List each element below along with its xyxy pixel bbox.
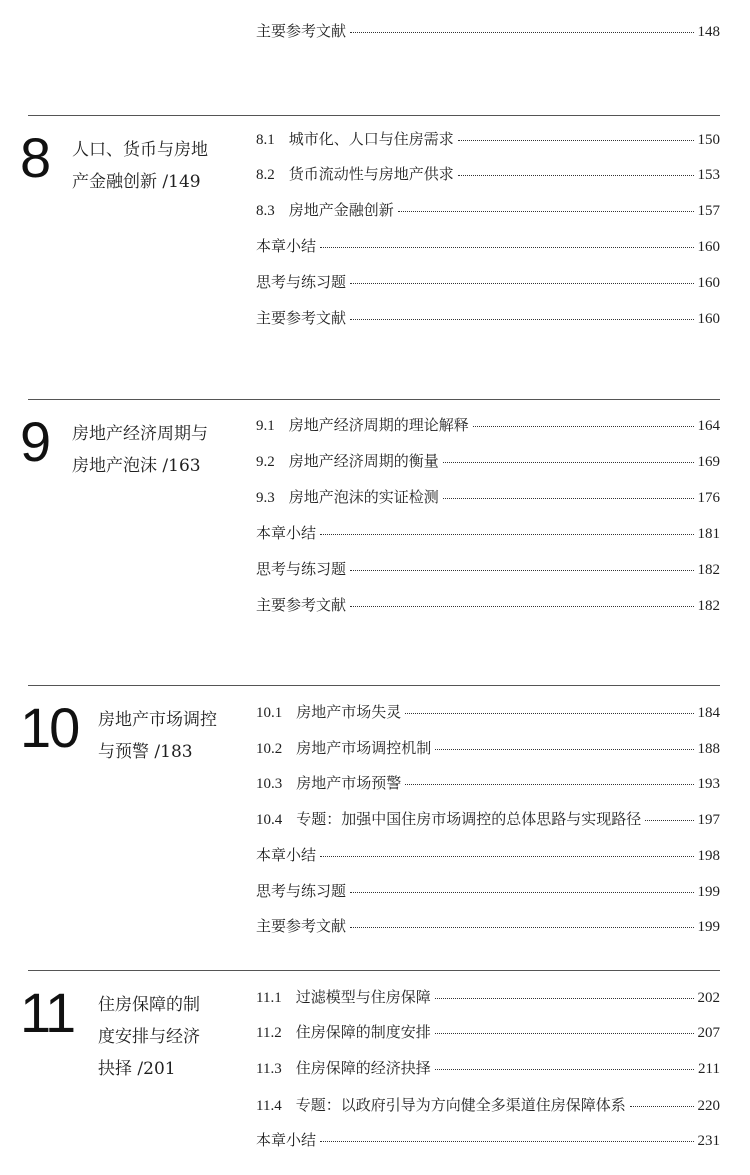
leader-dots	[320, 1141, 693, 1142]
section-number: 8.3	[256, 203, 275, 219]
entry-title: 房地产泡沫的实证检测	[288, 488, 439, 506]
leader-dots	[350, 32, 693, 33]
entry-page: 199	[697, 919, 720, 935]
chapter-title-line: 人口、货币与房地	[72, 140, 208, 160]
section-number: 8.1	[256, 132, 275, 148]
toc-entry[interactable]	[256, 914, 720, 938]
leader-dots	[350, 927, 693, 928]
entry-title: 本章小结	[256, 524, 317, 542]
toc-entry[interactable]	[256, 557, 720, 581]
entry-page: 164	[697, 418, 720, 434]
leader-dots	[473, 426, 694, 427]
chapter-divider	[28, 115, 720, 116]
toc-entry[interactable]	[256, 593, 720, 617]
leader-dots	[458, 140, 694, 141]
chapter-title-line: 房地产经济周期与	[72, 424, 208, 444]
leader-dots	[320, 534, 693, 535]
leader-dots	[435, 749, 693, 750]
section-number: 10.1	[256, 705, 283, 721]
toc-entry[interactable]	[256, 306, 720, 330]
entry-page: 182	[697, 562, 720, 578]
toc-entry[interactable]	[256, 485, 720, 509]
entry-page: 176	[697, 490, 720, 506]
leader-dots	[350, 570, 693, 571]
entry-title: 专题：加强中国住房市场调控的总体思路与实现路径	[296, 810, 642, 828]
toc-entry[interactable]	[256, 736, 720, 760]
entry-title: 房地产市场调控机制	[296, 739, 432, 757]
leader-dots	[435, 1033, 694, 1034]
entry-title: 房地产市场预警	[296, 774, 402, 792]
chapter-title-line: 住房保障的制	[98, 995, 200, 1015]
chapter-title-line: 度安排与经济	[98, 1027, 200, 1047]
entry-page: 199	[697, 884, 720, 900]
entry-title: 过滤模型与住房保障	[295, 988, 431, 1006]
section-number: 9.2	[256, 454, 275, 470]
entry-title: 主要参考文献	[256, 917, 347, 935]
entry-title: 房地产市场失灵	[296, 703, 402, 721]
leader-dots	[350, 892, 693, 893]
entry-page: 197	[697, 812, 720, 828]
section-number: 10.3	[256, 776, 283, 792]
section-number: 10.4	[256, 812, 283, 828]
entry-page: 182	[697, 598, 720, 614]
entry-page: 160	[697, 239, 720, 255]
toc-entry[interactable]	[256, 127, 720, 151]
entry-title: 住房保障的制度安排	[295, 1023, 431, 1041]
chapter-number: 9	[20, 410, 50, 473]
chapter-divider	[28, 685, 720, 686]
chapter-title-line: 产金融创新 /149	[72, 172, 201, 192]
entry-page: 160	[697, 275, 720, 291]
entry-page: 220	[697, 1098, 720, 1114]
entry-title: 主要参考文献	[256, 22, 347, 40]
entry-title: 主要参考文献	[256, 596, 347, 614]
entry-title: 房地产金融创新	[288, 201, 394, 219]
entry-title: 住房保障的经济抉择	[295, 1059, 431, 1077]
chapter-title-line: 房地产泡沫 /163	[72, 456, 201, 476]
entry-title: 房地产经济周期的衡量	[288, 452, 439, 470]
toc-entry[interactable]	[256, 843, 720, 867]
chapter-title[interactable]	[98, 989, 258, 1085]
leader-dots	[405, 713, 693, 714]
toc-entry[interactable]	[256, 879, 720, 903]
entry-page: 211	[698, 1061, 720, 1077]
toc-entry[interactable]	[256, 162, 720, 186]
leader-dots	[443, 462, 694, 463]
toc-entry[interactable]	[256, 1056, 720, 1080]
entry-page: 198	[697, 848, 720, 864]
leader-dots	[458, 175, 694, 176]
entry-title: 主要参考文献	[256, 309, 347, 327]
toc-entry[interactable]	[256, 807, 720, 831]
entry-title: 货币流动性与房地产供求	[288, 165, 454, 183]
toc-entry[interactable]	[256, 1128, 720, 1152]
toc-entry[interactable]	[256, 1020, 720, 1044]
toc-entry[interactable]	[256, 1093, 720, 1117]
section-number: 8.2	[256, 167, 275, 183]
toc-entry[interactable]	[256, 270, 720, 294]
toc-entry[interactable]	[256, 198, 720, 222]
section-number: 11.1	[256, 990, 282, 1006]
leader-dots	[645, 820, 693, 821]
toc-entry[interactable]	[256, 234, 720, 258]
section-number: 10.2	[256, 741, 283, 757]
section-number: 11.2	[256, 1025, 282, 1041]
toc-entry[interactable]	[256, 19, 720, 43]
entry-title: 思考与练习题	[256, 882, 347, 900]
entry-title: 思考与练习题	[256, 273, 347, 291]
leader-dots	[320, 247, 693, 248]
section-number: 11.3	[256, 1061, 282, 1077]
entry-page: 207	[697, 1025, 720, 1041]
entry-title: 城市化、人口与住房需求	[288, 130, 454, 148]
toc-entry[interactable]	[256, 449, 720, 473]
entry-page: 169	[697, 454, 720, 470]
chapter-title[interactable]	[72, 418, 232, 482]
chapter-title-line: 与预警 /183	[98, 742, 193, 762]
toc-entry[interactable]	[256, 985, 720, 1009]
entry-page: 193	[697, 776, 720, 792]
leader-dots	[435, 998, 694, 999]
entry-page: 153	[697, 167, 720, 183]
leader-dots	[630, 1106, 694, 1107]
leader-dots	[320, 856, 693, 857]
entry-page: 184	[697, 705, 720, 721]
entry-title: 专题：以政府引导为方向健全多渠道住房保障体系	[295, 1096, 626, 1114]
entry-page: 202	[697, 990, 720, 1006]
entry-page: 231	[697, 1133, 720, 1149]
chapter-number: 8	[20, 126, 50, 189]
chapter-title-line: 抉择 /201	[98, 1059, 176, 1079]
toc-entry[interactable]	[256, 521, 720, 545]
leader-dots	[350, 606, 693, 607]
entry-title: 本章小结	[256, 846, 317, 864]
entry-title: 本章小结	[256, 1131, 317, 1149]
toc-entry[interactable]	[256, 413, 720, 437]
chapter-divider	[28, 399, 720, 400]
chapter-title[interactable]	[72, 134, 232, 198]
entry-page: 150	[697, 132, 720, 148]
leader-dots	[398, 211, 694, 212]
chapter-number: 11	[20, 981, 75, 1044]
section-number: 9.3	[256, 490, 275, 506]
toc-entry[interactable]	[256, 700, 720, 724]
leader-dots	[405, 784, 693, 785]
entry-title: 房地产经济周期的理论解释	[288, 416, 469, 434]
entry-page: 157	[697, 203, 720, 219]
toc-entry[interactable]	[256, 771, 720, 795]
entry-page: 160	[697, 311, 720, 327]
chapter-title-line: 房地产市场调控	[98, 710, 217, 730]
chapter-title[interactable]	[98, 704, 258, 768]
leader-dots	[443, 498, 694, 499]
section-number: 9.1	[256, 418, 275, 434]
chapter-divider	[28, 970, 720, 971]
entry-page: 148	[697, 24, 720, 40]
entry-page: 181	[697, 526, 720, 542]
section-number: 11.4	[256, 1098, 282, 1114]
entry-title: 思考与练习题	[256, 560, 347, 578]
leader-dots	[435, 1069, 694, 1070]
chapter-number: 10	[20, 696, 79, 759]
leader-dots	[350, 319, 693, 320]
entry-title: 本章小结	[256, 237, 317, 255]
entry-page: 188	[697, 741, 720, 757]
leader-dots	[350, 283, 693, 284]
